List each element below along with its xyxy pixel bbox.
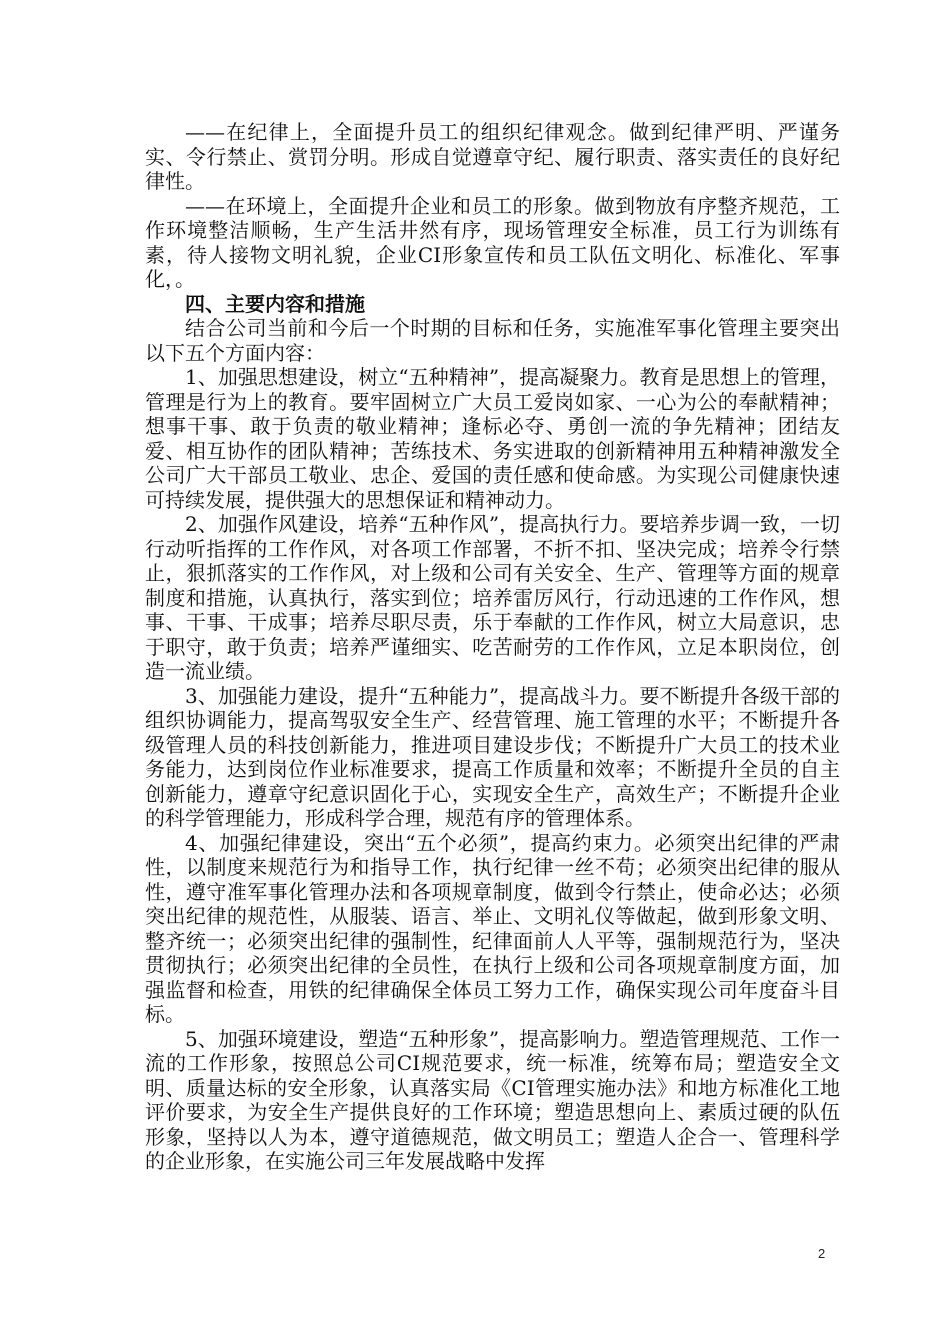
paragraph-discipline: ——在纪律上，全面提升员工的组织纪律观念。做到纪律严明、严谨务实、令行禁止、赏罚分明。形成自觉遵章守纪、履行职责、落实责任的良好纪律性。 (145, 120, 840, 193)
paragraph-environment: ——在环境上，全面提升企业和员工的形象。做到物放有序整齐规范，工作环境整洁顺畅，生产生活井然有序，现场管理安全标准，员工行为训练有素，待人接物文明礼貌，企业CI形象宣传和员工队伍文明化、标准化、军事化，。 (145, 193, 840, 291)
paragraph-item-2: 2、加强作风建设，培养“五种作风”，提高执行力。要培养步调一致，一切行动听指挥的工作作风，对各项工作部署，不折不扣、坚决完成；培养令行禁止，狠抓落实的工作作风，对上级和公司有关安全、生产、管理等方面的规章制度和措施，认真执行，落实到位；培养雷厉风行，行动迅速的工作作风，想事、干事、干成事；培养尽职尽责，乐于奉献的工作作风，树立大局意识，忠于职守，敢于负责；培养严谨细实、吃苦耐劳的工作作风，立足本职岗位，创造一流业绩。 (145, 512, 840, 683)
document-body (145, 120, 840, 1174)
paragraph-intro: 结合公司当前和今后一个时期的目标和任务，实施准军事化管理主要突出以下五个方面内容： (145, 316, 840, 365)
page-number: 2 (818, 1246, 826, 1261)
paragraph-item-3: 3、加强能力建设，提升“五种能力”，提高战斗力。要不断提升各级干部的组织协调能力，提高驾驭安全生产、经营管理、施工管理的水平；不断提升各级管理人员的科技创新能力，推进项目建设步伐；不断提升广大员工的技术业务能力，达到岗位作业标准要求，提高工作质量和效率；不断提升全员的自主创新能力，遵章守纪意识固化于心，实现安全生产，高效生产；不断提升企业的科学管理能力，形成科学合理，规范有序的管理体系。 (145, 683, 840, 830)
section-heading: 四、主要内容和措施 (185, 291, 365, 316)
paragraph-item-1: 1、加强思想建设，树立“五种精神”，提高凝聚力。教育是思想上的管理，管理是行为上的教育。要牢固树立广大员工爱岗如家、一心为公的奉献精神；想事干事、敢于负责的敬业精神；逢标必夺、勇创一流的争先精神；团结友爱、相互协作的团队精神；苦练技术、务实进取的创新精神用五种精神激发全公司广大干部员工敬业、忠企、爱国的责任感和使命感。为实现公司健康快速可持续发展，提供强大的思想保证和精神动力。 (145, 365, 840, 512)
paragraph-item-5: 5、加强环境建设，塑造“五种形象”，提高影响力。塑造管理规范、工作一流的工作形象，按照总公司CI规范要求，统一标准，统筹布局；塑造安全文明、质量达标的安全形象，认真落实局《CI管理实施办法》和地方标准化工地评价要求，为安全生产提供良好的工作环境；塑造思想向上、素质过硬的队伍形象，坚持以人为本，遵守道德规范，做文明员工；塑造人企合一、管理科学的企业形象，在实施公司三年发展战略中发挥 (145, 1026, 840, 1173)
paragraph-item-4: 4、加强纪律建设，突出“五个必须”，提高约束力。必须突出纪律的严肃性，以制度来规范行为和指导工作，执行纪律一丝不苟；必须突出纪律的服从性，遵守准军事化管理办法和各项规章制度，做到令行禁止，使命必达；必须突出纪律的规范性，从服装、语言、举止、文明礼仪等做起，做到形象文明、整齐统一；必须突出纪律的强制性，纪律面前人人平等，强制规范行为，坚决贯彻执行；必须突出纪律的全员性，在执行上级和公司各项规章制度方面，加强监督和检查，用铁的纪律确保全体员工努力工作，确保实现公司年度奋斗目标。 (145, 830, 840, 1026)
